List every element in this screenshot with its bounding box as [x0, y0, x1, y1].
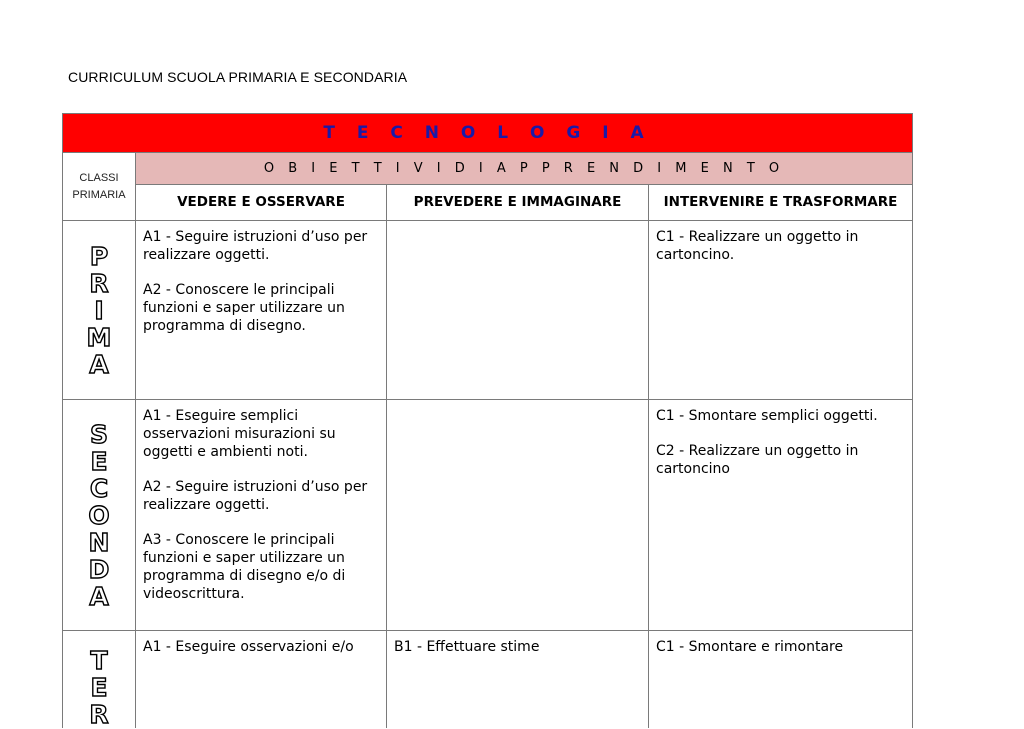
column-header-vedere: VEDERE E OSSERVARE: [136, 185, 387, 221]
column-header-prevedere: PREVEDERE E IMMAGINARE: [387, 185, 649, 221]
year-letter: I: [94, 295, 104, 325]
cell-vedere: [136, 400, 387, 631]
year-letter: R: [89, 268, 109, 298]
objective-item: B1 - Effettuare stime: [394, 639, 540, 655]
table-row: [63, 400, 913, 631]
year-label-seconda: [63, 400, 136, 631]
year-letter: C: [89, 473, 109, 503]
year-word: [63, 243, 135, 378]
objective-item: A1 - Eseguire semplici osservazioni misurazioni su oggetti e ambienti noti.: [143, 408, 336, 460]
year-letter: P: [89, 241, 109, 271]
classi-primaria-label: CLASSI PRIMARIA: [63, 153, 136, 221]
column-header-intervenire: INTERVENIRE E TRASFORMARE: [649, 185, 913, 221]
year-letter: A: [89, 581, 109, 611]
year-letter: R: [89, 700, 109, 729]
cell-intervenire: [649, 400, 913, 631]
cell-prevedere: [387, 400, 649, 631]
curriculum-table: [62, 113, 913, 728]
year-letter: E: [90, 673, 108, 702]
objective-item: C2 - Realizzare un oggetto in cartoncino: [656, 443, 859, 477]
year-label-terza: [63, 631, 136, 729]
year-letter: T: [90, 646, 108, 675]
objective-item: A2 - Conoscere le principali funzioni e saper utilizzare un programma di disegno.: [143, 282, 345, 334]
cell-intervenire: [649, 221, 913, 400]
cell-vedere: [136, 221, 387, 400]
subject-title: T E C N O L O G I A: [63, 114, 913, 153]
objective-item: A1 - Eseguire osservazioni e/o: [143, 639, 354, 655]
objective-item: C1 - Smontare e rimontare: [656, 639, 844, 655]
year-letter: S: [89, 419, 108, 449]
year-letter: A: [89, 349, 109, 379]
year-letter: D: [88, 554, 110, 584]
year-letter: O: [88, 500, 110, 530]
cell-intervenire: [649, 631, 913, 729]
year-letter: N: [88, 527, 110, 557]
table-row: [63, 631, 913, 729]
objective-item: C1 - Realizzare un oggetto in cartoncino.: [656, 229, 859, 263]
year-word: [63, 631, 135, 728]
year-letter: E: [90, 446, 108, 476]
cell-prevedere: [387, 631, 649, 729]
year-letter: M: [86, 322, 112, 352]
cell-vedere: [136, 631, 387, 729]
objective-item: A1 - Seguire istruzioni d’uso per realizzare oggetti.: [143, 229, 368, 263]
objective-item: A2 - Seguire istruzioni d’uso per realizzare oggetti.: [143, 479, 368, 513]
document-header: CURRICULUM SCUOLA PRIMARIA E SECONDARIA: [68, 69, 408, 85]
year-word: [63, 421, 135, 610]
objectives-header: O B I E T T I V I D I A P P R E N D I M E N T O: [136, 153, 913, 185]
objective-item: C1 - Smontare semplici oggetti.: [656, 408, 878, 424]
table-row: [63, 221, 913, 400]
cell-prevedere: [387, 221, 649, 400]
objective-item: A3 - Conoscere le principali funzioni e saper utilizzare un programma di disegno e/o di videoscrittura.: [143, 532, 346, 602]
year-label-prima: [63, 221, 136, 400]
